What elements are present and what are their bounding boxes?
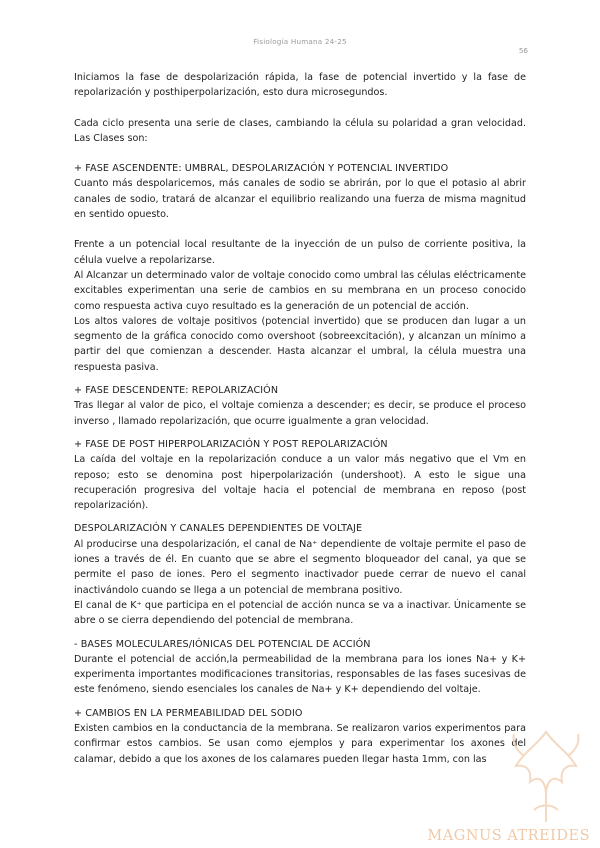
heading-fase-descendente: + FASE DESCENDENTE: REPOLARIZACIÓN [74,385,279,397]
paragraph-canal-sodio: Al producirse una despolarización, el canal de Na⁺ dependiente de voltaje permite el paso de iones a través de él. En cuanto que se abre el segmento bloqueador del canal, ya que se permite el paso de iones. Pero el segmento inactivador puede cerrar de nuevo el canal inactivándolo cuando se llega a un potencial de membrana positivo. [74,538,526,596]
watermark [420,718,600,848]
watermark-text: MAGNUS ATREIDES [427,828,590,844]
paragraph-despolarizar: Cuanto más despolaricemos, más canales de sodio se abrirán, por lo que el potasio al abrir canales de sodio, tratará de alcanzar el equilibrio realizando una fuerza de misma magnitud en sentido opuesto. [74,178,526,221]
paragraph-canal-potasio: El canal de K⁺ que participa en el potencial de acción nunca se va a inactivar. Únicamente se abre o se cierra dependiendo del potencial de membrana. [74,599,526,627]
heading-canales-voltaje: DESPOLARIZACIÓN Y CANALES DEPENDIENTES DE VOLTAJE [74,523,363,535]
watermark-logo-icon [506,726,586,826]
heading-bases-moleculares: - BASES MOLECULARES/IÓNICAS DEL POTENCIAL DE ACCIÓN [74,638,371,650]
paragraph-umbral: Al Alcanzar un determinado valor de voltaje conocido como umbral las células eléctricamente excitables experimentan una serie de cambios en su membrana en un proceso conocido como respuesta activa cuyo resultado es la generación de un potencial de acción. [74,269,526,312]
paragraph-potencial-local: Frente a un potencial local resultante de la inyección de un pulso de corriente positiva, la célula vuelve a repolarizarse. [74,239,526,266]
page-number: 56 [518,46,528,55]
heading-cambios-sodio: + CAMBIOS EN LA PERMEABILIDAD DEL SODIO [74,707,303,719]
paragraph-permeabilidad: Durante el potencial de acción,la permeabilidad de la membrana para los iones Na+ y K+ experimenta importantes modificaciones transitorias, responsables de las fases sucesivas de este fenómeno, siendo esenciales los canales de Na+ y K+ dependiendo del voltaje. [74,653,526,696]
paragraph-repolarizacion: Tras llegar al valor de pico, el voltaje comienza a descender; es decir, se produce el proceso inverso , llamado repolarización, que ocurre igualmente a gran velocidad. [74,400,526,427]
heading-fase-ascendente: + FASE ASCENDENTE: UMBRAL, DESPOLARIZACIÓN Y POTENCIAL INVERTIDO [74,163,449,175]
heading-post-hiperpolarizacion: + FASE DE POST HIPERPOLARIZACIÓN Y POST REPOLARIZACIÓN [74,438,388,450]
paragraph-intro: Iniciamos la fase de despolarización rápida, la fase de potencial invertido y la fase de repolarización y posthiperpolarización, esto dura microsegundos. [74,72,526,99]
running-header: Fisiología Humana 24-25 [253,37,347,46]
paragraph-undershoot: La caída del voltaje en la repolarización conduce a un valor más negativo que el Vm en reposo; esto se denomina post hiperpolarización (undershoot). A esto le sigue una recuperación progresiva del voltaje hacia el potencial de membrana en reposo (post repolarización). [74,454,526,512]
document-body [74,70,526,767]
paragraph-classes: Cada ciclo presenta una serie de clases, cambiando la célula su polaridad a gran velocidad. Las Clases son: [74,117,526,144]
paragraph-overshoot: Los altos valores de voltaje positivos (potencial invertido) que se producen dan lugar a un segmento de la gráfica conocido como overshoot (sobreexcitación), y alcanzan un mínimo a partir del que comienzan a descender. Hasta alcanzar el umbral, la célula muestra una respuesta pasiva. [74,315,526,373]
paragraph-conductancia: Existen cambios en la conductancia de la membrana. Se realizaron varios experimentos para confirmar estos cambios. Se usan como ejemplos y para experimentar los axones del calamar, debido a que los axones de los calamares pueden llegar hasta 1mm, con las [74,722,526,765]
